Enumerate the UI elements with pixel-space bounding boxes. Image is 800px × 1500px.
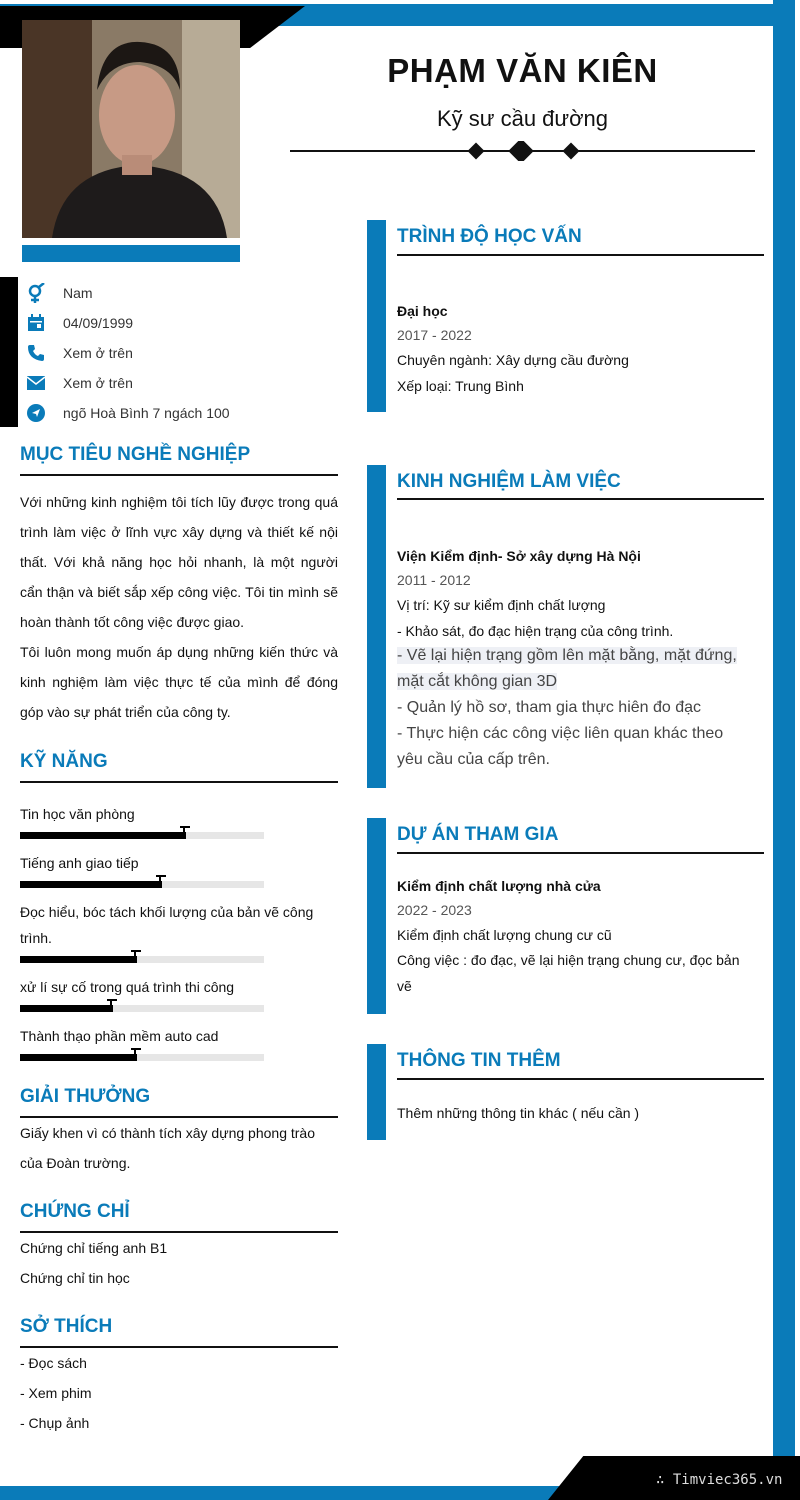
education-accent-bar (367, 220, 386, 412)
candidate-name: PHẠM VĂN KIÊN (387, 52, 658, 89)
skill-marker-5 (131, 1048, 141, 1061)
experience-task: - Khảo sát, đo đạc hiện trạng của công trình. (397, 623, 674, 639)
skill-marker-4 (107, 999, 117, 1012)
project-work: Công việc : đo đạc, vẽ lại hiện trạng chung cư, đọc bản vẽ (397, 952, 740, 994)
skill-bar-4 (20, 1005, 264, 1012)
skill-marker-3 (131, 950, 141, 963)
skill-label-3: Đọc hiểu, bóc tách khối lượng của bản vẽ công trình. (20, 904, 314, 946)
skill-fill-5 (20, 1054, 137, 1061)
photo-underline-bar (22, 245, 240, 262)
experience-task: - Vẽ lại hiện trạng gồm lên mặt bằng, mặt đứng, mặt cắt không gian 3D (397, 647, 737, 690)
hobby-item: - Đọc sách (20, 1355, 87, 1371)
profile-photo (22, 20, 240, 238)
contact-gender (26, 282, 93, 304)
hobby-item: - Chụp ảnh (20, 1415, 90, 1431)
experience-position: Vị trí: Kỹ sư kiểm định chất lượng (397, 597, 606, 613)
contact-birthday (26, 312, 134, 334)
experience-years: 2011 - 2012 (397, 572, 471, 588)
certificates-rule (20, 1231, 338, 1233)
job-title: Kỹ sư cầu đường (436, 106, 609, 131)
awards-title: GIẢI THƯỞNG (20, 1086, 151, 1107)
certificates-title: CHỨNG CHỈ (20, 1201, 130, 1222)
project-name: Kiểm định chất lượng nhà cửa (397, 878, 601, 894)
watermark: ∴ Timviec365.vn (656, 1472, 783, 1488)
right-accent-bar (773, 0, 795, 1500)
contact-email (26, 372, 133, 394)
objective-rule (20, 474, 338, 476)
phone-icon (26, 343, 46, 363)
skill-marker-1 (180, 826, 190, 839)
experience-task: - Quản lý hồ sơ, tham gia thực hiên đo đạc (397, 699, 702, 716)
skill-bar-2 (20, 881, 264, 888)
education-years: 2017 - 2022 (397, 327, 472, 343)
skill-bar-5 (20, 1054, 264, 1061)
email-icon (26, 373, 46, 393)
hobby-item: - Xem phim (20, 1385, 92, 1401)
experience-rule (397, 498, 764, 500)
contact-phone (26, 342, 133, 364)
skill-label-2: Tiếng anh giao tiếp (20, 855, 139, 871)
extra-text: Thêm những thông tin khác ( nếu cần ) (397, 1105, 640, 1121)
education-grade: Xếp loại: Trung Bình (397, 378, 524, 394)
objective-title: MỤC TIÊU NGHỀ NGHIỆP (20, 444, 251, 465)
education-title: TRÌNH ĐỘ HỌC VẤN (397, 226, 582, 247)
contact-side-strip (0, 277, 18, 427)
skill-label-4: xử lí sự cố trong quá trình thi công (20, 979, 235, 995)
education-degree: Đại học (397, 303, 448, 319)
skill-bar-3 (20, 956, 264, 963)
experience-accent-bar (367, 465, 386, 788)
location-icon (26, 403, 46, 423)
experience-task: - Thực hiện các công việc liên quan khác theo yêu cầu của cấp trên. (397, 725, 724, 768)
extra-accent-bar (367, 1044, 386, 1140)
phone-text: Xem ở trên (63, 345, 133, 361)
skill-fill-3 (20, 956, 137, 963)
birthday-text: 04/09/1999 (63, 315, 134, 331)
address-text: ngõ Hoà Bình 7 ngách 100 (63, 405, 230, 421)
skill-fill-4 (20, 1005, 113, 1012)
skill-marker-2 (156, 875, 166, 888)
project-years: 2022 - 2023 (397, 902, 472, 918)
contact-address (26, 402, 230, 424)
gender-icon (26, 283, 46, 303)
skill-label-1: Tin học văn phòng (20, 806, 135, 822)
education-major: Chuyên ngành: Xây dựng cầu đường (397, 352, 629, 368)
project-description: Kiểm định chất lượng chung cư cũ (397, 927, 612, 943)
experience-company: Viện Kiểm định- Sở xây dựng Hà Nội (397, 548, 641, 564)
awards-text: Giấy khen vì có thành tích xây dựng phong trào của Đoàn trường. (20, 1125, 315, 1171)
hobbies-rule (20, 1346, 338, 1348)
projects-accent-bar (367, 818, 386, 1014)
objective-paragraph-1: Với những kinh nghiệm tôi tích lũy được trong quá trình làm việc ở lĩnh vực xây dựng và thiết kế nội thất. Với khả năng học hỏi nhanh, là một người cẩn thận và biết sắp xếp công việc. Tôi tin mình sẽ hoàn thành tốt công việc được giao. (20, 494, 338, 630)
email-text: Xem ở trên (63, 375, 133, 391)
projects-rule (397, 852, 764, 854)
calendar-icon (26, 313, 46, 333)
skill-fill-1 (20, 832, 186, 839)
objective-paragraph-2: Tôi luôn mong muốn áp dụng những kiến thức và kinh nghiệm làm việc thực tế của mình để đóng góp vào sự phát triển của công ty. (20, 644, 338, 720)
skill-label-5: Thành thạo phần mềm auto cad (20, 1028, 219, 1044)
projects-title: DỰ ÁN THAM GIA (397, 824, 559, 845)
experience-title: KINH NGHIỆM LÀM VIỆC (397, 471, 621, 492)
skill-bar-1 (20, 832, 264, 839)
certificate-item: Chứng chỉ tin học (20, 1270, 130, 1286)
certificate-item: Chứng chỉ tiếng anh B1 (20, 1240, 168, 1256)
education-rule (397, 254, 764, 256)
header-divider (290, 141, 755, 161)
hobbies-title: SỞ THÍCH (20, 1316, 113, 1337)
extra-title: THÔNG TIN THÊM (397, 1050, 561, 1071)
skills-title: KỸ NĂNG (20, 751, 108, 772)
skills-rule (20, 781, 338, 783)
gender-text: Nam (63, 285, 93, 301)
extra-rule (397, 1078, 764, 1080)
skill-fill-2 (20, 881, 162, 888)
